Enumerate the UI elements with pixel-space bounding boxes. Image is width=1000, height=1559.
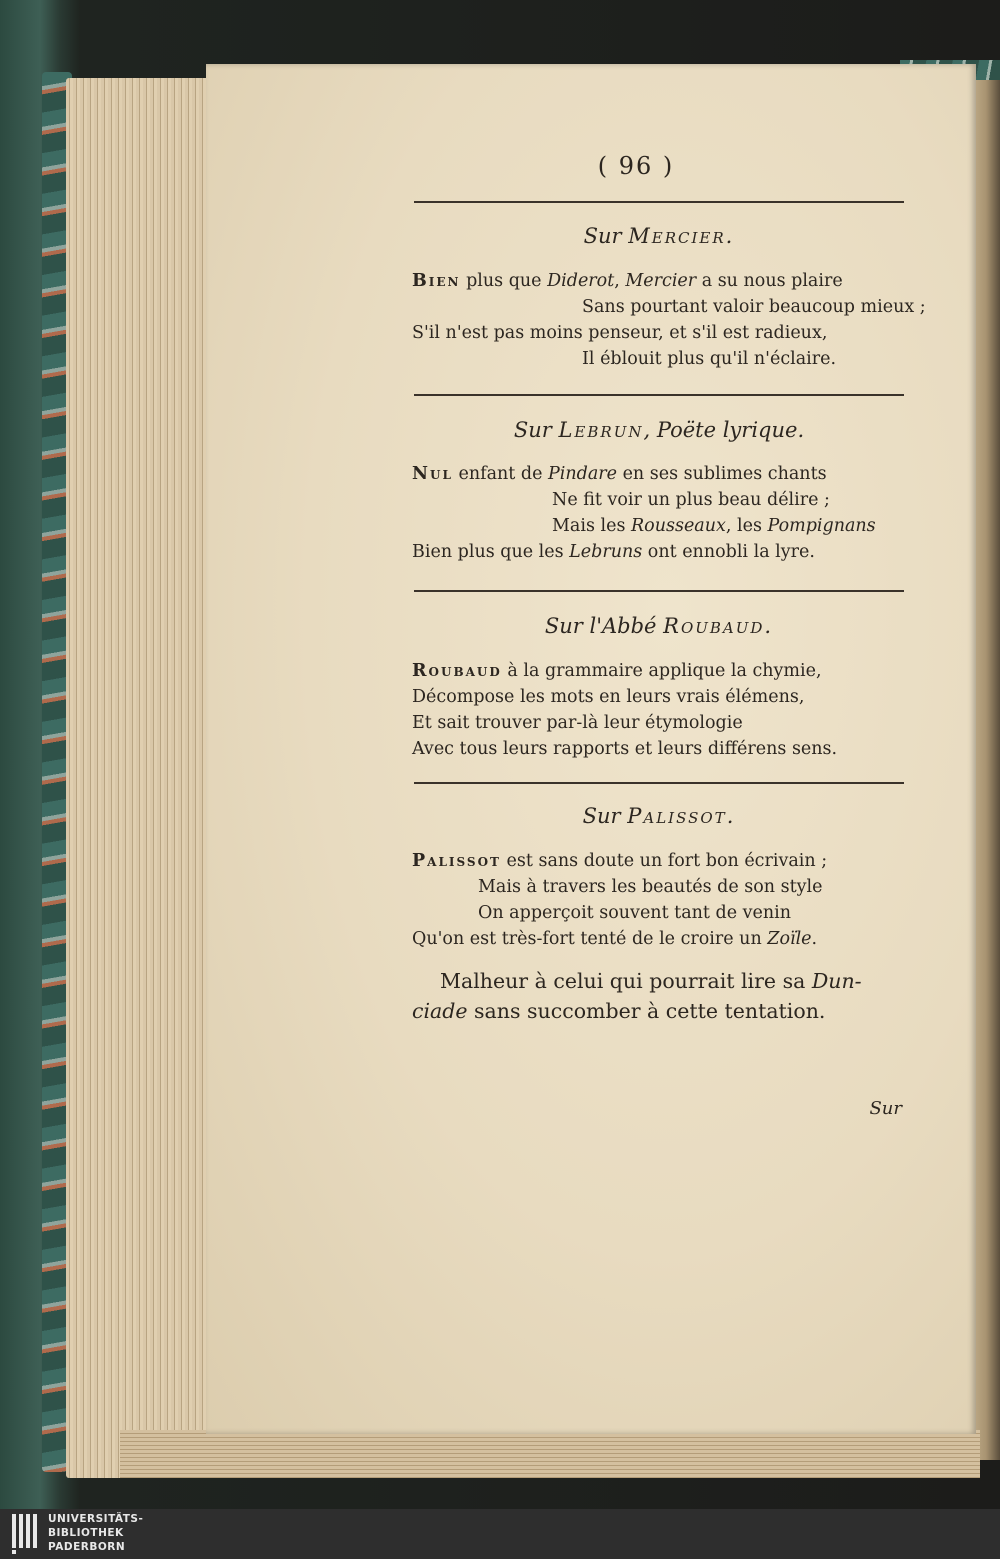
section-title-lebrun: Sur Lebrun, Poëte lyrique. — [513, 418, 805, 442]
verse-line: Nul enfant de Pindare en ses sublimes chants — [412, 464, 827, 484]
catchword: Sur — [869, 1098, 902, 1119]
title-prefix: Sur — [583, 224, 629, 248]
verse-line: Mais les Rousseaux, les Pompignans — [552, 516, 876, 536]
section-rule — [414, 394, 904, 396]
section-title-roubaud: Sur l'Abbé Roubaud. — [544, 614, 774, 638]
verse-line: Bien plus que les Lebruns ont ennobli la lyre. — [412, 542, 815, 562]
verse-line: Ne fit voir un plus beau délire ; — [552, 490, 830, 510]
verse-line: Avec tous leurs rapports et leurs différens sens. — [412, 739, 838, 759]
section-rule — [414, 782, 904, 784]
verse-line: Palissot est sans doute un fort bon écrivain ; — [412, 851, 828, 871]
page-number: ( 96 ) — [597, 152, 675, 180]
verse-palissot — [412, 848, 902, 952]
section-title-mercier — [414, 224, 904, 248]
verse-line: Bien plus que Diderot, Mercier a su nous plaire — [412, 271, 843, 291]
verse-line: Roubaud à la grammaire applique la chymie, — [412, 661, 822, 681]
book-page — [206, 64, 976, 1434]
verse-line: On apperçoit souvent tant de venin — [478, 903, 792, 923]
title-name: Mercier. — [628, 224, 735, 248]
verse-line: Il éblouit plus qu'il n'éclaire. — [582, 349, 837, 369]
verse-mercier — [412, 268, 926, 372]
section-rule — [414, 201, 904, 203]
verse-line: Sans pourtant valoir beaucoup mieux ; — [582, 297, 926, 317]
verse-roubaud — [412, 658, 902, 762]
verse-line: Qu'on est très-fort tenté de le croire un Zoïle. — [412, 929, 818, 949]
library-footer — [0, 1509, 1000, 1559]
verse-lebrun — [412, 461, 902, 565]
page-stack-bottom — [120, 1430, 980, 1478]
verse-line: Décompose les mots en leurs vrais élémens, — [412, 687, 805, 707]
verse-line: S'il n'est pas moins penseur, et s'il est radieux, — [412, 323, 828, 343]
section-rule — [414, 590, 904, 592]
verse-line: Mais à travers les beautés de son style — [478, 877, 823, 897]
library-logo-icon — [10, 1512, 40, 1556]
verse-line: Et sait trouver par-là leur étymologie — [412, 713, 743, 733]
library-name: UNIVERSITÄTS- BIBLIOTHEK PADERBORN — [48, 1513, 144, 1553]
section-title-palissot: Sur Palissot. — [582, 804, 736, 828]
closing-paragraph: Malheur à celui qui pourrait lire sa Dun- ciade sans succomber à cette tentation. — [412, 969, 862, 1023]
